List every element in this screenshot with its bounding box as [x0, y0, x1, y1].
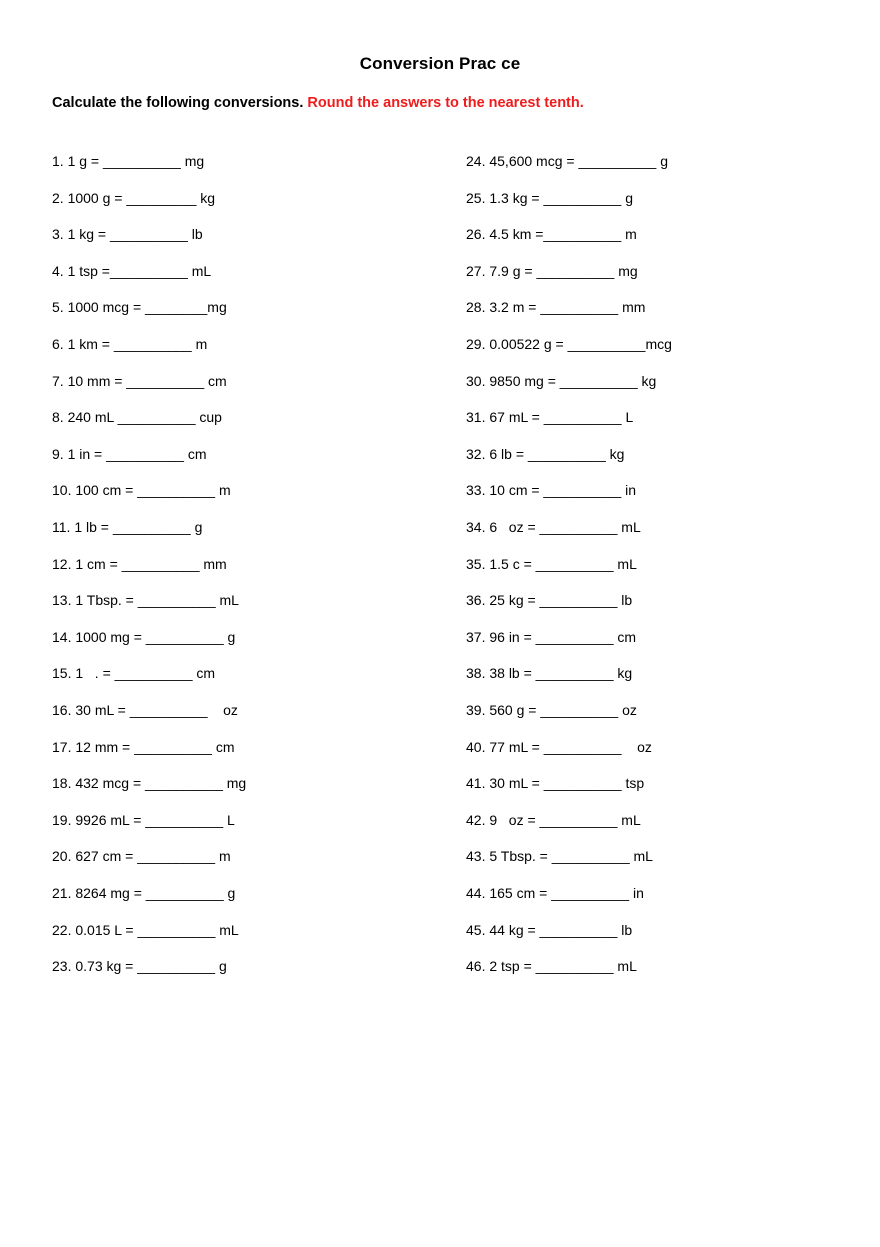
- problem-item: 7. 10 mm = __________ cm: [52, 372, 227, 389]
- problem-item: 25. 1.3 kg = __________ g: [466, 189, 633, 206]
- problem-item: 20. 627 cm = __________ m: [52, 848, 231, 865]
- problem-item: 9. 1 in = __________ cm: [52, 445, 207, 462]
- problem-item: 15. 1 . = __________ cm: [52, 665, 216, 682]
- problem-item: 27. 7.9 g = __________ mg: [466, 262, 638, 279]
- problem-item: 2. 1000 g = _________ kg: [52, 189, 216, 206]
- problem-item: 24. 45,600 mcg = __________ g: [466, 153, 669, 169]
- problem-item: 43. 5 Tbsp. = __________ mL: [466, 848, 653, 865]
- problem-item: 10. 100 cm = __________ m: [52, 482, 231, 499]
- problem-item: 37. 96 in = __________ cm: [466, 628, 637, 645]
- problem-item: 14. 1000 mg = __________ g: [52, 628, 236, 645]
- problem-item: 12. 1 cm = __________ mm: [52, 555, 227, 572]
- problem-item: 40. 77 mL = __________ oz: [466, 738, 652, 755]
- problem-item: 3. 1 kg = __________ lb: [52, 226, 203, 243]
- problem-item: 29. 0.00522 g = __________mcg: [466, 336, 672, 352]
- problem-item: 4. 1 tsp =__________ mL: [52, 262, 212, 279]
- problem-item: 26. 4.5 km =__________ m: [466, 226, 637, 243]
- problem-item: 19. 9926 mL = __________ L: [52, 811, 235, 828]
- problem-item: 16. 30 mL = __________ oz: [52, 702, 238, 718]
- problem-item: 17. 12 mm = __________ cm: [52, 738, 235, 755]
- problem-item: 35. 1.5 c = __________ mL: [466, 555, 637, 572]
- problem-item: 39. 560 g = __________ oz: [466, 702, 637, 718]
- problem-item: 28. 3.2 m = __________ mm: [466, 299, 646, 316]
- problem-item: 41. 30 mL = __________ tsp: [466, 775, 645, 792]
- problem-item: 31. 67 mL = __________ L: [466, 409, 634, 426]
- problem-item: 30. 9850 mg = __________ kg: [466, 372, 657, 389]
- problem-item: 11. 1 lb = __________ g: [52, 519, 203, 535]
- problem-item: 33. 10 cm = __________ in: [466, 482, 637, 499]
- problem-item: 8. 240 mL __________ cup: [52, 409, 222, 426]
- problem-item: 22. 0.015 L = __________ mL: [52, 921, 239, 938]
- instructions-highlight: Round the answers to the nearest tenth.: [307, 95, 584, 111]
- problem-item: 36. 25 kg = __________ lb: [466, 592, 633, 609]
- problem-item: 21. 8264 mg = __________ g: [52, 885, 236, 901]
- problem-item: 18. 432 mcg = __________ mg: [52, 775, 247, 792]
- instructions: [52, 95, 584, 111]
- problem-item: 44. 165 cm = __________ in: [466, 885, 644, 901]
- problem-item: 45. 44 kg = __________ lb: [466, 921, 633, 938]
- problem-item: 32. 6 lb = __________ kg: [466, 445, 625, 462]
- problem-item: 6. 1 km = __________ m: [52, 336, 208, 352]
- problem-item: 23. 0.73 kg = __________ g: [52, 958, 227, 975]
- problem-item: 5. 1000 mcg = ________mg: [52, 299, 227, 316]
- problem-item: 38. 38 lb = __________ kg: [466, 665, 633, 682]
- problem-item: 34. 6 oz = __________ mL: [466, 519, 641, 535]
- page-title: Conversion Prac ce: [359, 54, 521, 73]
- problem-item: 13. 1 Tbsp. = __________ mL: [52, 592, 239, 609]
- problem-item: 1. 1 g = __________ mg: [52, 153, 205, 169]
- instructions-text: Calculate the following conversions.: [52, 95, 308, 111]
- problem-item: 42. 9 oz = __________ mL: [466, 811, 641, 828]
- problem-item: 46. 2 tsp = __________ mL: [466, 958, 637, 975]
